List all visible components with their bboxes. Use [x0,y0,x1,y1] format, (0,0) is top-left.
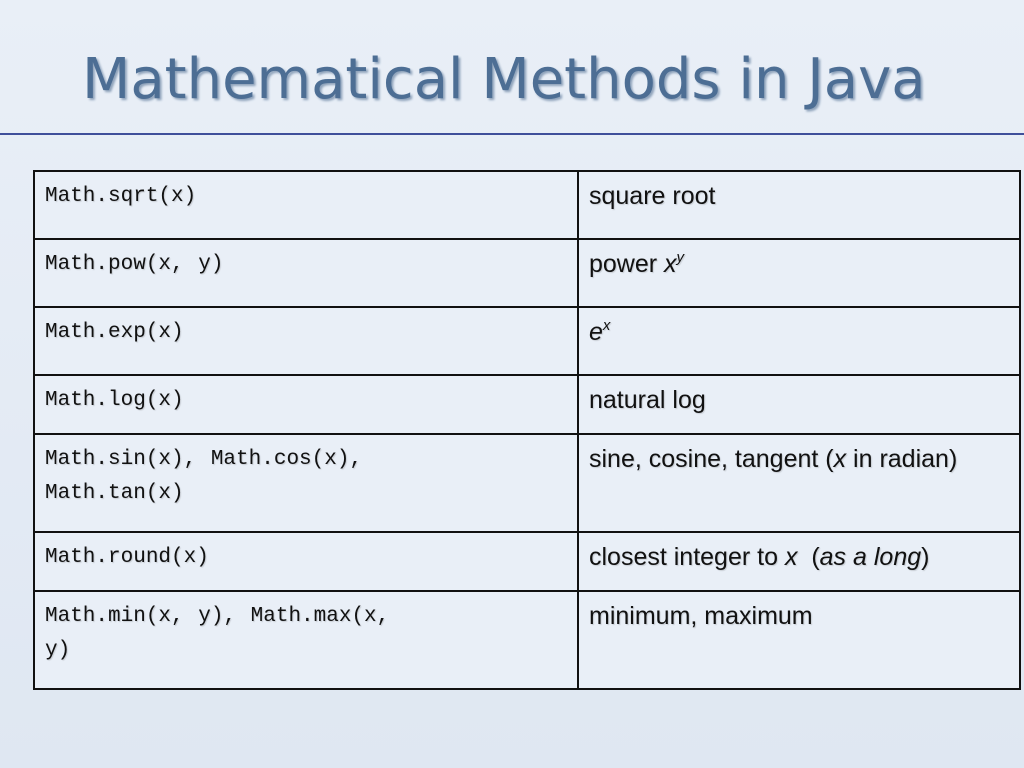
description-text: ) [921,543,930,571]
description-text: in radian) [846,445,958,473]
table-row [34,532,1020,591]
description-cell [578,532,1020,591]
table-row [34,375,1020,434]
description-cell [578,171,1020,239]
method-cell [34,375,578,434]
power-exponent: y [676,249,685,266]
table-row [34,434,1020,532]
method-name: Math.sin(x), Math.cos(x), Math.tan(x) [45,448,363,505]
long-note: as a long [819,543,922,571]
table-row [34,171,1020,239]
table-row [34,591,1020,689]
description-cell [578,307,1020,375]
table-row [34,239,1020,307]
description-text: closest integer to [589,543,785,571]
method-description: minimum, maximum [589,602,813,630]
method-description: square root [589,182,716,210]
method-cell [34,307,578,375]
description-text: ( [797,543,820,571]
method-description: natural log [589,386,706,414]
exp-exponent: x [602,317,611,334]
method-cell [34,532,578,591]
method-name: Math.round(x) [45,546,209,569]
method-name: Math.min(x, y), Math.max(x, y) [45,605,390,662]
slide-title: Mathematical Methods in Java [82,47,926,112]
method-cell [34,171,578,239]
description-text: power [589,250,665,278]
title-divider [0,133,1024,135]
variable-x: x [784,543,798,571]
method-cell [34,239,578,307]
exp-base: e [589,318,603,346]
method-cell [34,591,578,689]
description-cell [578,239,1020,307]
table-row [34,307,1020,375]
description-text: sine, cosine, tangent ( [589,445,834,473]
power-base: x [664,250,677,278]
method-name: Math.pow(x, y) [45,253,224,276]
description-cell [578,434,1020,532]
description-cell [578,375,1020,434]
method-name: Math.exp(x) [45,321,184,344]
method-name: Math.log(x) [45,389,184,412]
variable-x: x [833,445,847,473]
method-cell [34,434,578,532]
description-cell [578,591,1020,689]
method-name: Math.sqrt(x) [45,185,197,208]
math-methods-table [33,170,1021,690]
